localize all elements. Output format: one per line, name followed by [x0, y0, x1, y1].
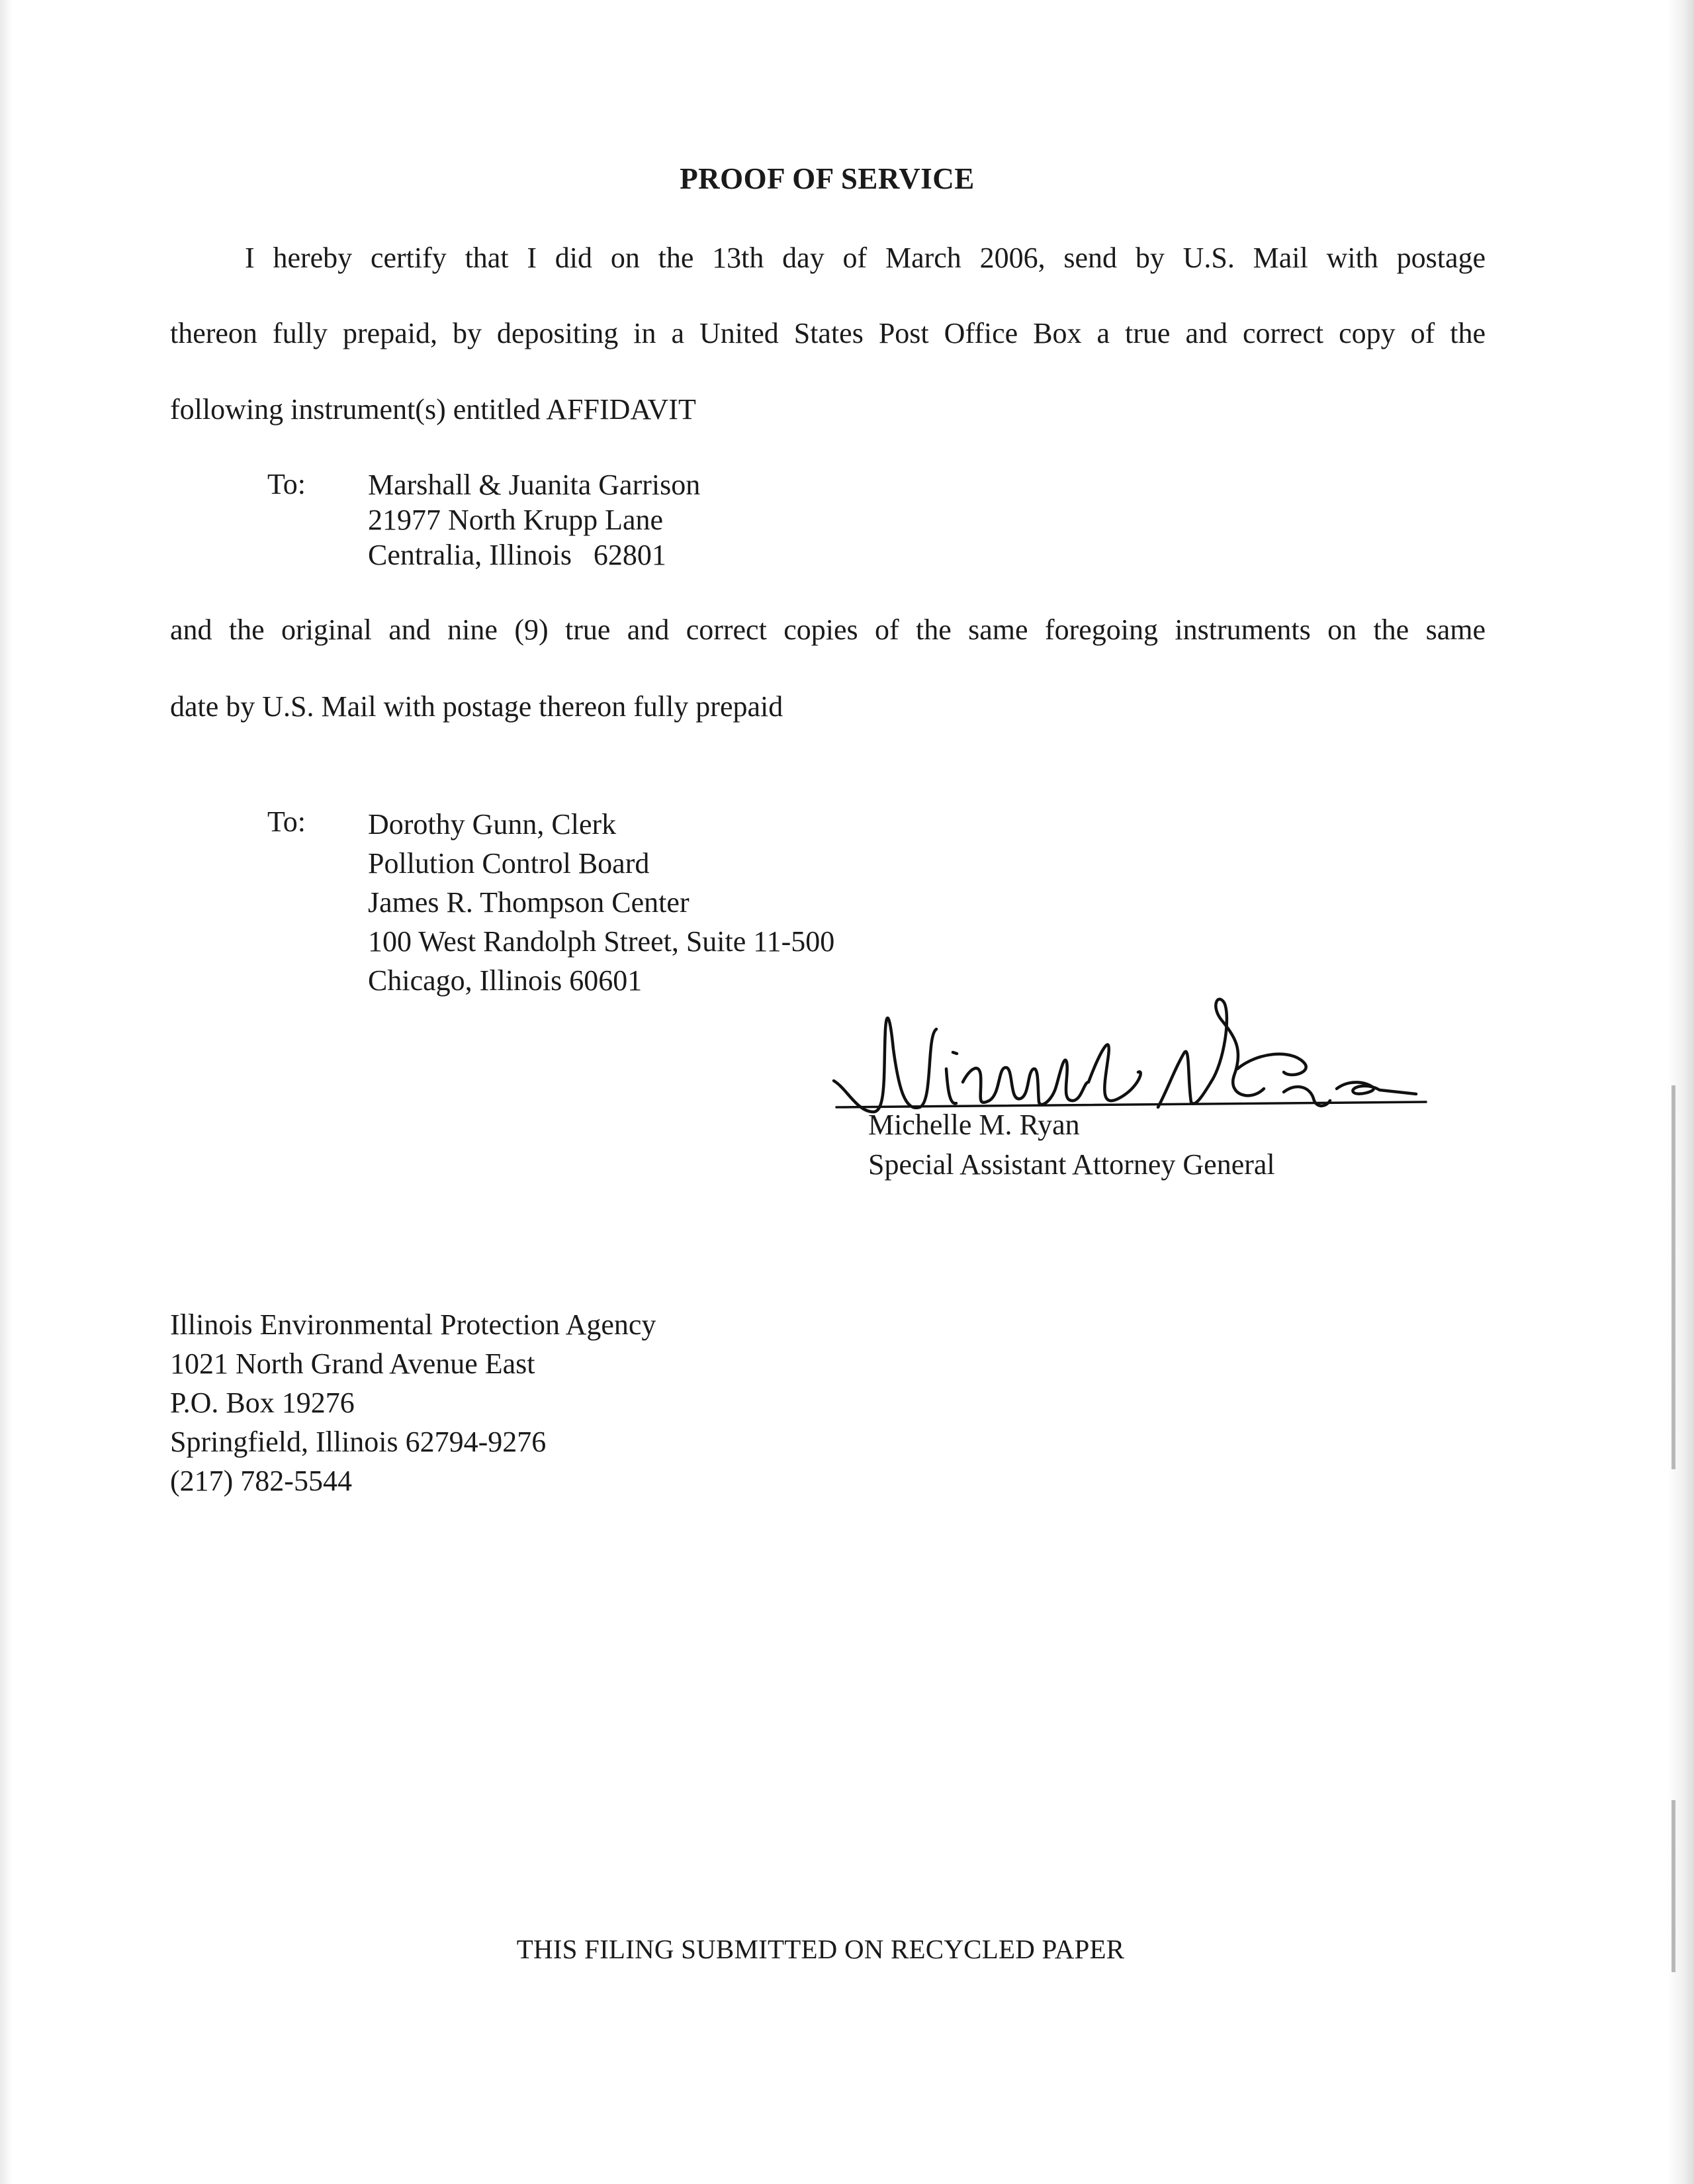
recipient1-address	[368, 467, 700, 572]
signatory-name: Michelle M. Ryan	[868, 1109, 1080, 1141]
signature-block	[868, 1105, 1275, 1185]
recipient2-label: To:	[267, 805, 306, 838]
recipient1-street: 21977 North Krupp Lane	[368, 504, 664, 536]
footer-note: THIS FILING SUBMITTED ON RECYCLED PAPER	[516, 1934, 1125, 1964]
paragraph2-line1: and the original and nine (9) true and correct copies of the same foregoing instruments on the same	[170, 614, 1486, 646]
document-title: PROOF OF SERVICE	[680, 162, 975, 195]
agency-address	[170, 1305, 656, 1500]
scan-mark	[1672, 1085, 1675, 1469]
recipient2-line4: 100 West Randolph Street, Suite 11-500	[368, 925, 835, 958]
agency-name: Illinois Environmental Protection Agency	[170, 1308, 656, 1341]
paragraph2-line2: date by U.S. Mail with postage thereon fully prepaid	[170, 690, 783, 723]
recipient2-address	[368, 805, 834, 1000]
recipient2-line1: Dorothy Gunn, Clerk	[368, 808, 617, 841]
recipient1-label: To:	[267, 468, 306, 500]
paragraph1-line2: thereon fully prepaid, by depositing in a United States Post Office Box a true and correct copy of the	[170, 317, 1486, 349]
scan-mark	[1672, 1800, 1675, 1972]
recipient2-line2: Pollution Control Board	[368, 847, 650, 880]
scan-edge-left	[0, 0, 12, 2184]
agency-city: Springfield, Illinois 62794-9276	[170, 1426, 547, 1458]
signatory-title: Special Assistant Attorney General	[868, 1148, 1275, 1181]
recipient1-city: Centralia, Illinois 62801	[368, 539, 666, 571]
paragraph1-line3: following instrument(s) entitled AFFIDAVIT	[170, 393, 696, 426]
paragraph1-line1: I hereby certify that I did on the 13th day of March 2006, send by U.S. Mail with postage	[245, 242, 1486, 274]
agency-street: 1021 North Grand Avenue East	[170, 1347, 535, 1380]
recipient2-line3: James R. Thompson Center	[368, 886, 690, 919]
agency-po-box: P.O. Box 19276	[170, 1387, 355, 1419]
recipient1-name: Marshall & Juanita Garrison	[368, 469, 701, 501]
recipient2-line5: Chicago, Illinois 60601	[368, 964, 643, 997]
agency-phone: (217) 782-5544	[170, 1465, 352, 1497]
